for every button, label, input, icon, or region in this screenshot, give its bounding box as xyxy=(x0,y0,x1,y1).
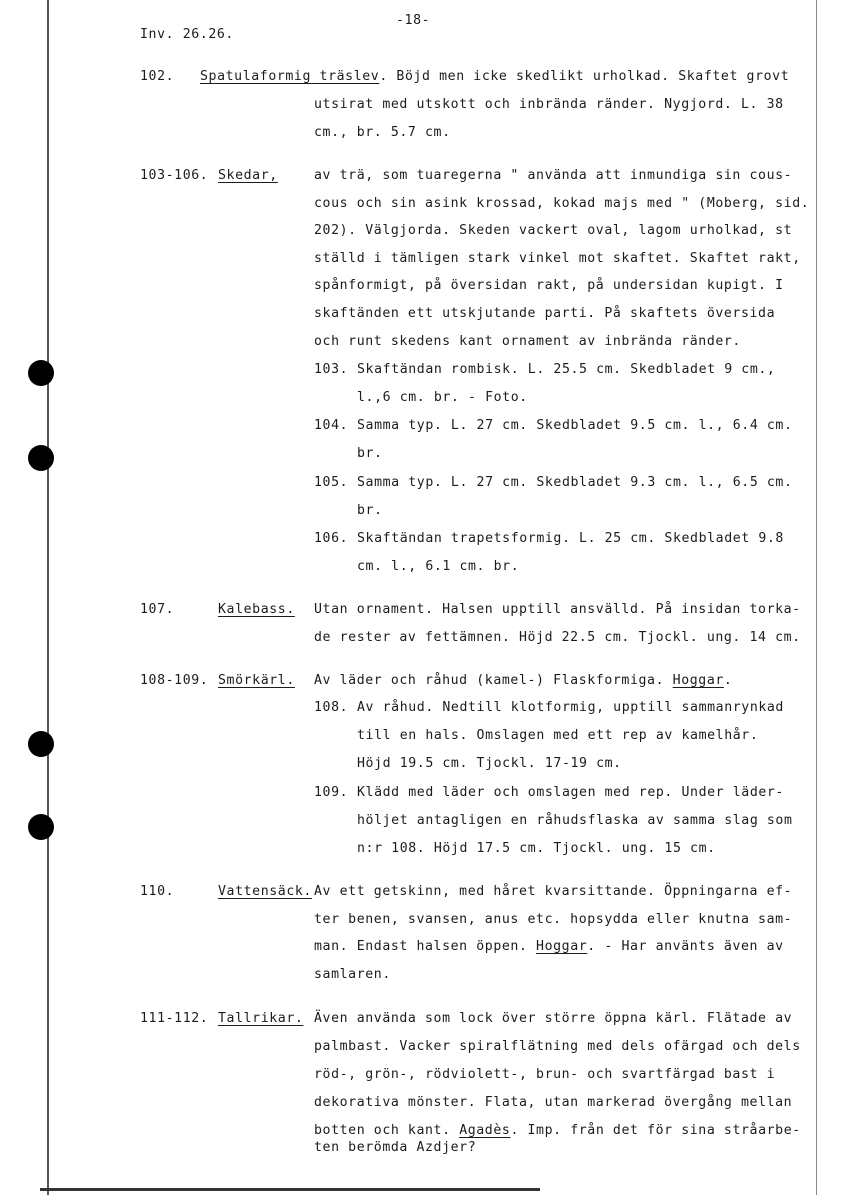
entry-line: Av ett getskinn, med håret kvarsittande. Öppningarna ef- xyxy=(314,884,793,899)
item-line: till en hals. Omslagen med ett rep av kamelhår. xyxy=(357,728,759,743)
left-margin-line xyxy=(47,0,49,1195)
entry-title: Skedar, xyxy=(218,168,278,183)
entry-number: 111-112. xyxy=(140,1011,209,1026)
item-line: n:r 108. Höjd 17.5 cm. Tjockl. ung. 15 cm. xyxy=(357,841,716,856)
item-label: 108. xyxy=(314,700,349,715)
entry-line: Utan ornament. Halsen upptill ansvälld. På insidan torka- xyxy=(314,602,801,617)
item-line: Skaftändan trapetsformig. L. 25 cm. Skedbladet 9.8 xyxy=(357,531,784,546)
entry-line: röd-, grön-, rödviolett-, brun- och svartfärgad bast i xyxy=(314,1067,776,1082)
punch-hole-3 xyxy=(28,731,54,757)
entry-number: 107. xyxy=(140,602,175,617)
entry-line: Spatulaformig träslev. Böjd men icke skedlikt urholkad. Skaftet grovt xyxy=(200,69,790,84)
item-label: 106. xyxy=(314,531,349,546)
entry-line: och runt skedens kant ornament av inbrända ränder. xyxy=(314,334,741,349)
item-line: Av råhud. Nedtill klotformig, upptill sammanrynkad xyxy=(357,700,784,715)
place-name: Hoggar xyxy=(672,673,724,688)
place-name: Agadès xyxy=(459,1123,511,1138)
inventory-number: Inv. 26.26. xyxy=(140,27,234,42)
item-label: 105. xyxy=(314,475,349,490)
entry-number: 103-106. xyxy=(140,168,209,183)
page-number: -18- xyxy=(396,13,431,28)
entry-line: palmbast. Vacker spiralflätning med dels ofärgad och dels xyxy=(314,1039,801,1054)
entry-number: 110. xyxy=(140,884,175,899)
item-line: cm. l., 6.1 cm. br. xyxy=(357,559,520,574)
entry-line: de rester av fettämnen. Höjd 22.5 cm. Tjockl. ung. 14 cm. xyxy=(314,630,801,645)
item-label: 109. xyxy=(314,785,349,800)
punch-hole-2 xyxy=(28,445,54,471)
entry-number: 108-109. xyxy=(140,673,209,688)
entry-line: cm., br. 5.7 cm. xyxy=(314,125,451,140)
item-line: Skaftändan rombisk. L. 25.5 cm. Skedbladet 9 cm., xyxy=(357,362,776,377)
entry-title: Vattensäck. xyxy=(218,884,312,899)
entry-line: utsirat med utskott och inbrända ränder. Nygjord. L. 38 xyxy=(314,97,784,112)
entry-line: cous och sin asink krossad, kokad majs med " (Moberg, sid. xyxy=(314,196,810,211)
entry-title: Kalebass. xyxy=(218,602,295,617)
entry-line: ter benen, svansen, anus etc. hopsydda eller knutna sam- xyxy=(314,912,793,927)
item-line: Klädd med läder och omslagen med rep. Under läder- xyxy=(357,785,784,800)
entry-line: ten berömda Azdjer? xyxy=(314,1140,477,1155)
item-label: 103. xyxy=(314,362,349,377)
entry-line: skaftänden ett utskjutande parti. På skaftets översida xyxy=(314,306,776,321)
entry-title: Smörkärl. xyxy=(218,673,295,688)
entry-line: dekorativa mönster. Flata, utan markerad övergång mellan xyxy=(314,1095,793,1110)
item-line: Samma typ. L. 27 cm. Skedbladet 9.3 cm. l., 6.5 cm. xyxy=(357,475,793,490)
entry-line: Även använda som lock över större öppna kärl. Flätade av xyxy=(314,1011,793,1026)
punch-hole-4 xyxy=(28,814,54,840)
entry-line: samlaren. xyxy=(314,967,391,982)
entry-line: 202). Välgjorda. Skeden vackert oval, lagom urholkad, st xyxy=(314,223,793,238)
item-line: Samma typ. L. 27 cm. Skedbladet 9.5 cm. l., 6.4 cm. xyxy=(357,418,793,433)
item-line: br. xyxy=(357,446,383,461)
item-line: br. xyxy=(357,503,383,518)
item-line: höljet antagligen en råhudsflaska av samma slag som xyxy=(357,813,793,828)
punch-hole-1 xyxy=(28,360,54,386)
entry-line: ställd i tämligen stark vinkel mot skaftet. Skaftet rakt, xyxy=(314,251,801,266)
item-line: Höjd 19.5 cm. Tjockl. 17-19 cm. xyxy=(357,756,622,771)
entry-line: Av läder och råhud (kamel-) Flaskformiga. Hoggar. xyxy=(314,673,733,688)
item-line: l.,6 cm. br. - Foto. xyxy=(357,390,528,405)
entry-line: botten och kant. Agadès. Imp. från det för sina stråarbe- xyxy=(314,1123,801,1138)
entry-title: Tallrikar. xyxy=(218,1011,304,1026)
bottom-scan-edge xyxy=(40,1188,540,1191)
entry-number: 102. xyxy=(140,69,175,84)
place-name: Hoggar xyxy=(536,939,588,954)
entry-line: av trä, som tuaregerna " använda att inmundiga sin cous- xyxy=(314,168,793,183)
entry-line: spånformigt, på översidan rakt, på undersidan kupigt. I xyxy=(314,278,784,293)
item-label: 104. xyxy=(314,418,349,433)
right-margin-line xyxy=(816,0,817,1195)
entry-title: Spatulaformig träslev xyxy=(200,69,380,84)
entry-line: man. Endast halsen öppen. Hoggar. - Har använts även av xyxy=(314,939,784,954)
